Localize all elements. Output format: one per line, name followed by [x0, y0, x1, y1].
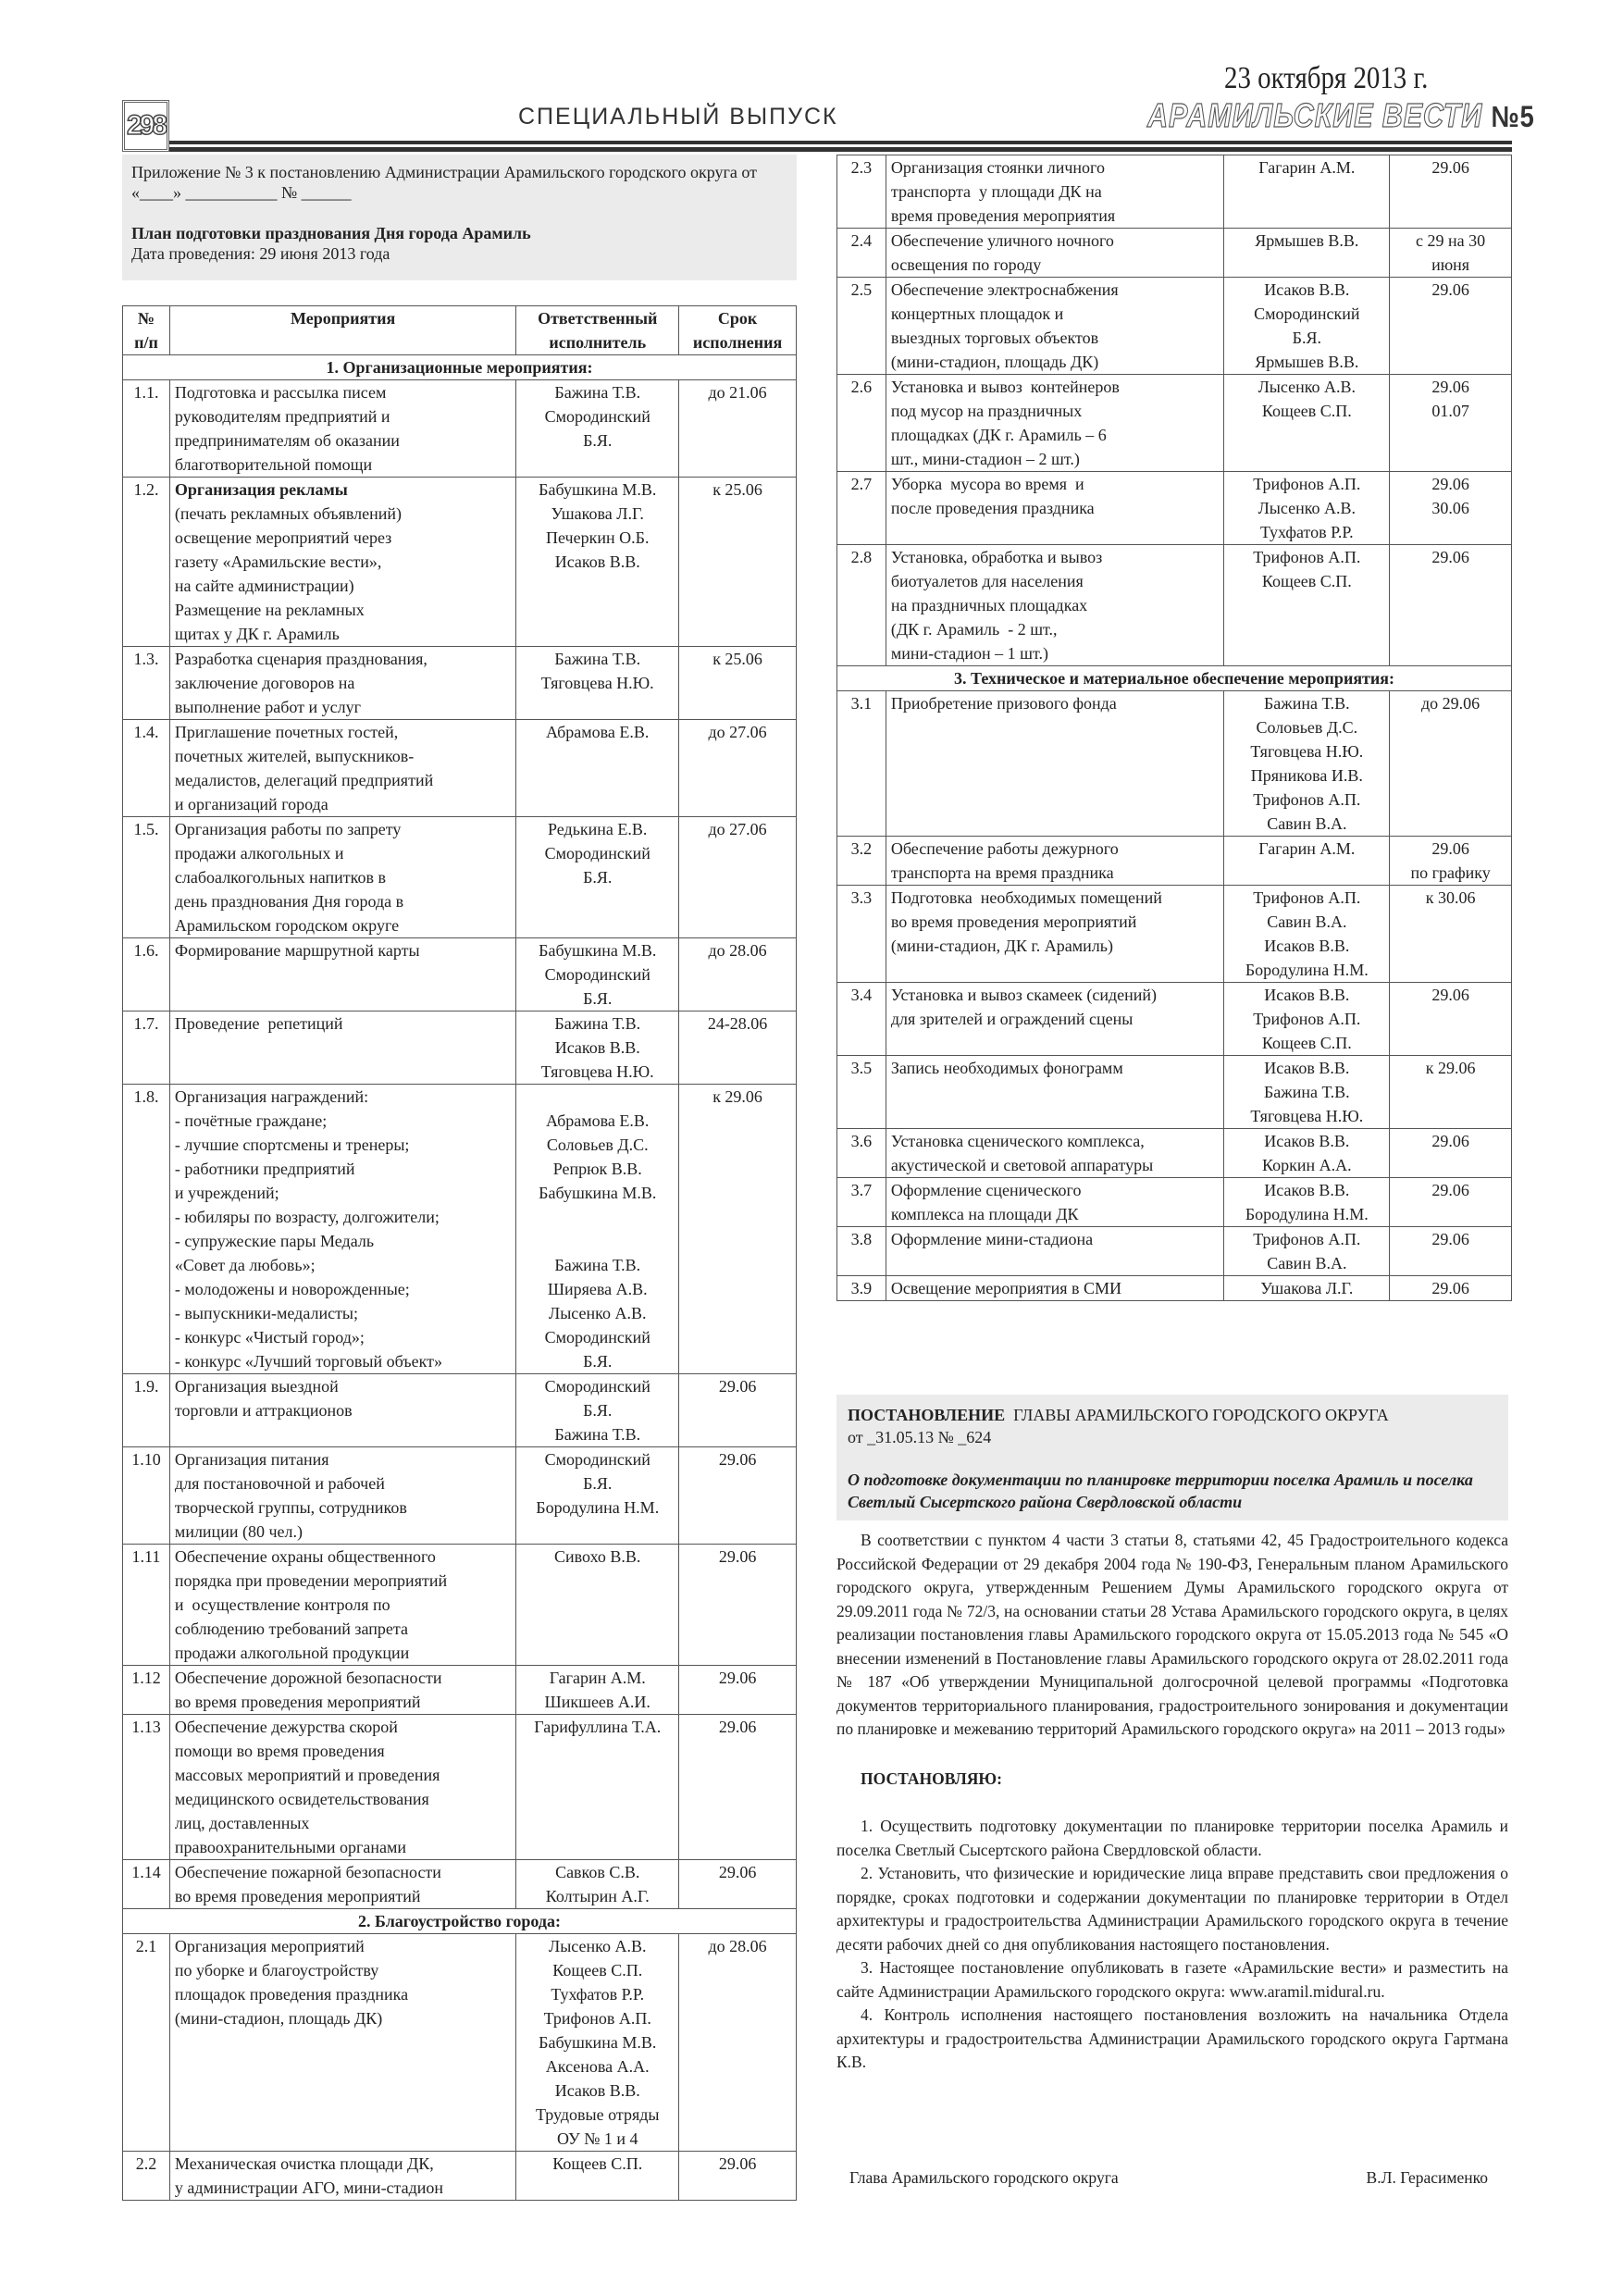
header-rule [169, 147, 1512, 152]
row-responsible: Лысенко А.В. Кощеев С.П. Тухфатов Р.Р. Трифонов А.П. Бабушкина М.В. Аксенова А.А. Исаков В.В. Трудовые отряды ОУ № 1 и 4 [516, 1934, 679, 2152]
row-number: 1.10 [123, 1447, 170, 1545]
table-row [123, 2152, 797, 2201]
event-text: Обеспечение дорожной безопасности во время проведения мероприятий [174, 1669, 442, 1711]
table-row [837, 229, 1512, 278]
row-responsible: Бабушкина М.В. Ушакова Л.Г. Печеркин О.Б. Исаков В.В. [516, 478, 679, 647]
row-number: 2.7 [837, 472, 886, 545]
newspaper-name: АРАМИЛЬСКИЕ ВЕСТИ [1147, 96, 1483, 134]
row-responsible: Сивохо В.В. [516, 1545, 679, 1666]
decree-item: 1. Осуществить подготовку документации по планировке территории поселка Арамиль и поселка Светлый Сысертского района Свердловской области. [836, 1817, 1508, 1859]
table-row [837, 1276, 1512, 1301]
row-number: 3.9 [837, 1276, 886, 1301]
row-due: до 28.06 [679, 938, 797, 1011]
table-row [123, 1934, 797, 2152]
table-row [837, 545, 1512, 666]
row-number: 1.3. [123, 647, 170, 720]
row-due: 29.06 [1390, 983, 1512, 1056]
row-responsible: Ярмышев В.В. [1224, 229, 1390, 278]
row-event [169, 938, 515, 1011]
table-row [123, 647, 797, 720]
row-event [886, 1227, 1224, 1276]
row-responsible: Исаков В.В. Коркин А.А. [1224, 1129, 1390, 1178]
row-number: 1.14 [123, 1860, 170, 1909]
row-number: 3.2 [837, 837, 886, 886]
event-text: Организация работы по запрету продажи алкогольных и слабоалкогольных напитков в день празднования Дня города в Арамильском городском округе [174, 820, 404, 935]
row-number: 3.1 [837, 691, 886, 837]
row-responsible: Смородинский Б.Я. Бажина Т.В. [516, 1374, 679, 1447]
table-row [123, 1374, 797, 1447]
row-event [886, 1276, 1224, 1301]
row-responsible: Гагарин А.М. [1224, 155, 1390, 229]
row-event [886, 691, 1224, 837]
appendix-reference: Приложение № 3 к постановлению Администрации Арамильского городского округа от «____» ___________ № ______ [131, 163, 757, 202]
decree-header [836, 1395, 1508, 1520]
table-row [123, 380, 797, 478]
event-text: Организация мероприятий по уборке и благоустройству площадок проведения праздника (мини-стадион, площадь ДК) [174, 1937, 409, 2028]
table-row [123, 1011, 797, 1085]
row-number: 3.7 [837, 1178, 886, 1227]
row-number: 1.5. [123, 817, 170, 938]
signature-title: Глава Арамильского городского округа [849, 2168, 1119, 2187]
row-due: к 30.06 [1390, 886, 1512, 983]
decree-resolve: ПОСТАНОВЛЯЮ: [861, 1769, 1002, 1788]
table-row [123, 938, 797, 1011]
event-text: Обеспечение пожарной безопасности во время проведения мероприятий [174, 1863, 441, 1905]
row-due: 29.06 [1390, 545, 1512, 666]
plan-table-right [836, 155, 1512, 1301]
row-responsible: Исаков В.В. Трифонов А.П. Кощеев С.П. [1224, 983, 1390, 1056]
table-row [837, 691, 1512, 837]
row-due: 29.06 [679, 1860, 797, 1909]
row-number: 1.11 [123, 1545, 170, 1666]
row-due: с 29 на 30 июня [1390, 229, 1512, 278]
row-number: 2.3 [837, 155, 886, 229]
row-number: 2.5 [837, 278, 886, 375]
event-text: Обеспечение электроснабжения концертных площадок и выездных торговых объектов (мини-стадион, площадь ДК) [890, 280, 1119, 371]
row-responsible: Смородинский Б.Я. Бородулина Н.М. [516, 1447, 679, 1545]
row-number: 3.6 [837, 1129, 886, 1178]
row-due: 29.06 [1390, 1178, 1512, 1227]
event-text: Организация стоянки личного транспорта у площади ДК на время проведения мероприятия [890, 158, 1116, 225]
table-row [837, 1227, 1512, 1276]
row-event [886, 983, 1224, 1056]
table-row [837, 472, 1512, 545]
table-header-row [123, 306, 797, 355]
event-text: Организация питания для постановочной и рабочей творческой группы, сотрудников милиции (80 чел.) [174, 1450, 407, 1541]
header-number: № п/п [123, 306, 170, 355]
plan-table-left [122, 305, 797, 2201]
row-event [169, 1715, 515, 1860]
row-event [886, 229, 1224, 278]
row-number: 1.6. [123, 938, 170, 1011]
table-row [837, 1056, 1512, 1129]
event-text: Установка сценического комплекса, акустической и световой аппаратуры [890, 1132, 1154, 1174]
row-number: 1.8. [123, 1085, 170, 1374]
table-row [123, 720, 797, 817]
row-event [886, 545, 1224, 666]
event-text: Механическая очистка площади ДК, у администрации АГО, мини-стадион [174, 2154, 444, 2197]
table-row [837, 1178, 1512, 1227]
row-event [169, 380, 515, 478]
event-text: Проведение репетиций [174, 1014, 343, 1033]
newspaper-logo [1147, 96, 1535, 135]
row-due: 24-28.06 [679, 1011, 797, 1085]
event-bold-title: Организация рекламы [174, 480, 348, 499]
header-due: Срок исполнения [679, 306, 797, 355]
row-responsible: Лысенко А.В. Кощеев С.П. [1224, 375, 1390, 472]
table-row [837, 1129, 1512, 1178]
row-responsible: Бабушкина М.В. Смородинский Б.Я. [516, 938, 679, 1011]
decree-subject: О подготовке документации по планировке территории поселка Арамиль и поселка Светлый Сысертского района Свердловской области [848, 1471, 1473, 1511]
row-number: 1.7. [123, 1011, 170, 1085]
event-text: Обеспечение дежурства скорой помощи во время проведения массовых мероприятий и проведения медицинского освидетельствования лиц, доставленных правоохранительными органами [174, 1718, 440, 1856]
row-due: 29.06 01.07 [1390, 375, 1512, 472]
event-text: Установка и вывоз скамеек (сидений) для зрителей и ограждений сцены [890, 986, 1158, 1028]
row-responsible: Исаков В.В. Смородинский Б.Я. Ярмышев В.В. [1224, 278, 1390, 375]
event-text: Оформление сценического комплекса на площади ДК [890, 1181, 1082, 1223]
event-text: Разработка сценария празднования, заключение договоров на выполнение работ и услуг [174, 650, 427, 716]
row-due: к 29.06 [1390, 1056, 1512, 1129]
row-event [886, 375, 1224, 472]
signature [849, 2168, 1488, 2188]
row-responsible: Бажина Т.В. Соловьев Д.С. Тяговцева Н.Ю. Пряникова И.В. Трифонов А.П. Савин В.А. [1224, 691, 1390, 837]
row-responsible: Исаков В.В. Бажина Т.В. Тяговцева Н.Ю. [1224, 1056, 1390, 1129]
row-number: 2.2 [123, 2152, 170, 2201]
row-due: 29.06 [1390, 1276, 1512, 1301]
row-due: 29.06 по графику [1390, 837, 1512, 886]
row-due: 29.06 [679, 1545, 797, 1666]
row-event [886, 837, 1224, 886]
event-text: Подготовка необходимых помещений во время проведения мероприятий (мини-стадион, ДК г. Арамиль) [890, 888, 1162, 955]
row-due: к 25.06 [679, 478, 797, 647]
row-due: 29.06 [1390, 1227, 1512, 1276]
plan-date: Дата проведения: 29 июня 2013 года [131, 244, 390, 263]
row-due: 29.06 [679, 2152, 797, 2201]
row-due: 29.06 [679, 1666, 797, 1715]
row-responsible: Бажина Т.В. Тяговцева Н.Ю. [516, 647, 679, 720]
row-due: 29.06 [679, 1447, 797, 1545]
row-due: 29.06 [1390, 278, 1512, 375]
decree-number: от _31.05.13 № _624 [848, 1428, 992, 1446]
decree-preamble: В соответствии с пунктом 4 части 3 статьи 8, статьями 42, 45 Градостроительного кодекса Российской Федерации от 29 декабря 2004 года № 190-ФЗ, Генеральным планом Арамильского городского округа, утвержденным Решением Думы Арамильского городского округа от 29.09.2011 года № 72/3, на основании статьи 28 Устава Арамильского городского округа, в целях реализации постановления главы Арамильского городского округа от 15.05.2013 года № 545 «О внесении изменений в Постановление главы Арамильского городского округа от 28.02.2011 года № 187 «Об утверждении Муниципальной долгосрочной целевой программы «Подготовка документов территориального планирования, градостроительного зонирования и документации по планировке и межеванию территорий Арамильского городского округа» на 2011 – 2013 годы» [836, 1531, 1508, 1738]
table-row [123, 817, 797, 938]
section-row [123, 355, 797, 380]
row-event [886, 886, 1224, 983]
plan-title: План подготовки празднования Дня города Арамиль [131, 224, 531, 242]
row-event [886, 1056, 1224, 1129]
row-due: 29.06 [679, 1715, 797, 1860]
row-due: 29.06 [1390, 1129, 1512, 1178]
event-text: Приобретение призового фонда [890, 694, 1117, 713]
issue-number: №5 [1491, 100, 1535, 133]
row-responsible: Абрамова Е.В. [516, 720, 679, 817]
row-due: к 29.06 [679, 1085, 797, 1374]
table-row [837, 886, 1512, 983]
table-row [123, 1447, 797, 1545]
row-due: 29.06 30.06 [1390, 472, 1512, 545]
table-row [837, 837, 1512, 886]
table-row [837, 983, 1512, 1056]
row-responsible: Гагарин А.М. [1224, 837, 1390, 886]
row-number: 1.13 [123, 1715, 170, 1860]
row-event [169, 1545, 515, 1666]
table-row [837, 375, 1512, 472]
row-due: до 21.06 [679, 380, 797, 478]
row-number: 2.4 [837, 229, 886, 278]
row-number: 3.8 [837, 1227, 886, 1276]
row-number: 1.2. [123, 478, 170, 647]
table-row [837, 278, 1512, 375]
section-row [837, 666, 1512, 691]
row-responsible: Кощеев С.П. [516, 2152, 679, 2201]
event-text: Обеспечение уличного ночного освещения по городу [890, 231, 1114, 274]
row-number: 1.4. [123, 720, 170, 817]
row-event [169, 1934, 515, 2152]
row-responsible: Редькина Е.В. Смородинский Б.Я. [516, 817, 679, 938]
row-responsible: Бажина Т.В. Смородинский Б.Я. [516, 380, 679, 478]
section-heading: 3. Техническое и материальное обеспечение мероприятия: [837, 666, 1512, 691]
event-text: Обеспечение охраны общественного порядка при проведении мероприятий и осуществление контроля по соблюдению требований запрета продажи алкогольной продукции [174, 1547, 448, 1662]
event-text: Приглашение почетных гостей, почетных жителей, выпускников- медалистов, делегаций предприятий и организаций города [174, 723, 434, 813]
row-number: 2.6 [837, 375, 886, 472]
event-text: Подготовка и рассылка писем руководителям предприятий и предпринимателям об оказании благотворительной помощи [174, 383, 400, 474]
appendix-box [122, 155, 797, 280]
row-number: 3.5 [837, 1056, 886, 1129]
row-event [169, 720, 515, 817]
row-number: 3.3 [837, 886, 886, 983]
table-row [123, 1085, 797, 1374]
decree-title: ПОСТАНОВЛЕНИЕ [848, 1406, 1006, 1424]
row-responsible: Бажина Т.В. Исаков В.В. Тяговцева Н.Ю. [516, 1011, 679, 1085]
row-responsible: Трифонов А.П. Савин В.А. Исаков В.В. Бородулина Н.М. [1224, 886, 1390, 983]
issue-date: 23 октября 2013 г. [1224, 61, 1429, 95]
table-row [123, 478, 797, 647]
row-event [886, 155, 1224, 229]
row-event [169, 2152, 515, 2201]
signature-name: В.Л. Герасименко [1366, 2168, 1488, 2187]
event-text: Установка и вывоз контейнеров под мусор на праздничных площадках (ДК г. Арамиль – 6 шт., мини-стадион – 2 шт.) [890, 378, 1120, 468]
row-number: 2.1 [123, 1934, 170, 2152]
row-due: до 28.06 [679, 1934, 797, 2152]
table-row [123, 1666, 797, 1715]
event-text: Обеспечение работы дежурного транспорта на время праздника [890, 839, 1119, 882]
row-due: до 27.06 [679, 720, 797, 817]
row-event [169, 647, 515, 720]
row-event [169, 1085, 515, 1374]
row-responsible: Трифонов А.П. Кощеев С.П. [1224, 545, 1390, 666]
section-title: СПЕЦИАЛЬНЫЙ ВЫПУСК [518, 104, 838, 130]
row-number: 2.8 [837, 545, 886, 666]
event-text: Уборка мусора во время и после проведения праздника [890, 475, 1095, 517]
row-responsible: Исаков В.В. Бородулина Н.М. [1224, 1178, 1390, 1227]
row-due: к 25.06 [679, 647, 797, 720]
header-rule [169, 141, 1512, 144]
decree-item: 2. Установить, что физические и юридические лица вправе представить свои предложения о порядке, сроках подготовки и содержании документации по планировке территории в Отдел архитектуры и градостроительства Администрации Арамильского городского округа в течение десяти рабочих дней со дня опубликования настоящего постановления. [836, 1864, 1508, 1954]
row-event [886, 472, 1224, 545]
table-row [837, 155, 1512, 229]
event-text: Запись необходимых фонограмм [890, 1059, 1123, 1077]
row-due: 29.06 [679, 1374, 797, 1447]
header-event: Мероприятия [169, 306, 515, 355]
decree-issuer: ГЛАВЫ АРАМИЛЬСКОГО ГОРОДСКОГО ОКРУГА [1013, 1406, 1389, 1424]
row-responsible: Трифонов А.П. Лысенко А.В. Тухфатов Р.Р. [1224, 472, 1390, 545]
row-responsible: Абрамова Е.В. Соловьев Д.С. Репрюк В.В. Бабушкина М.В. Бажина Т.В. Ширяева А.В. Лысенко А.В. Смородинский Б.Я. [516, 1085, 679, 1374]
row-event [169, 1666, 515, 1715]
section-row [123, 1909, 797, 1934]
row-event [886, 1178, 1224, 1227]
row-due: до 29.06 [1390, 691, 1512, 837]
row-responsible: Савков С.В. Колтырин А.Г. [516, 1860, 679, 1909]
row-number: 1.1. [123, 380, 170, 478]
row-event [169, 1374, 515, 1447]
page-number: 298 [122, 100, 169, 152]
row-event [169, 478, 515, 647]
row-responsible: Трифонов А.П. Савин В.А. [1224, 1227, 1390, 1276]
event-text: Организация выездной торговли и аттракционов [174, 1377, 353, 1420]
decree-body [836, 1529, 1508, 2075]
row-event [169, 1860, 515, 1909]
row-due: до 27.06 [679, 817, 797, 938]
event-text: Освещение мероприятия в СМИ [890, 1279, 1122, 1297]
event-text: Организация награждений: - почётные граждане; - лучшие спортсмены и тренеры; - работники предприятий и учреждений; - юбиляры по возрасту, долгожители; - супружеские пары Медаль «Совет да любовь»; - молодожены и новорожденные; - выпускники-медалисты; - конкурс «Чистый город»; - конкурс «Лучший торговый объект» [174, 1087, 442, 1371]
table-row [123, 1860, 797, 1909]
header-responsible: Ответственный исполнитель [516, 306, 679, 355]
row-event [886, 1129, 1224, 1178]
row-responsible: Ушакова Л.Г. [1224, 1276, 1390, 1301]
row-number: 1.9. [123, 1374, 170, 1447]
table-row [123, 1715, 797, 1860]
row-responsible: Гагарин А.М. Шикшеев А.И. [516, 1666, 679, 1715]
row-due: 29.06 [1390, 155, 1512, 229]
table-row [123, 1545, 797, 1666]
row-number: 1.12 [123, 1666, 170, 1715]
decree-item: 4. Контроль исполнения настоящего постановления возложить на начальника Отдела архитектуры и градостроительства Администрации Арамильского городского округа Гартмана К.В. [836, 2005, 1508, 2071]
event-text: Оформление мини-стадиона [890, 1230, 1094, 1248]
event-text: Формирование маршрутной карты [174, 941, 420, 960]
row-event [169, 817, 515, 938]
row-responsible: Гарифуллина Т.А. [516, 1715, 679, 1860]
event-text: (печать рекламных объявлений) освещение мероприятий через газету «Арамильские вести», на сайте администрации) Размещение на рекламных щитах у ДК г. Арамиль [174, 504, 402, 643]
event-text: Установка, обработка и вывоз биотуалетов для населения на праздничных площадках (ДК г. Арамиль - 2 шт., мини-стадион – 1 шт.) [890, 548, 1103, 663]
section-heading: 1. Организационные мероприятия: [123, 355, 797, 380]
row-number: 3.4 [837, 983, 886, 1056]
row-event [886, 278, 1224, 375]
row-event [169, 1011, 515, 1085]
decree-item: 3. Настоящее постановление опубликовать в газете «Арамильские вести» и разместить на сайте Администрации Арамильского городского округа: www.aramil.midural.ru. [836, 1958, 1508, 2001]
section-heading: 2. Благоустройство города: [123, 1909, 797, 1934]
row-event [169, 1447, 515, 1545]
